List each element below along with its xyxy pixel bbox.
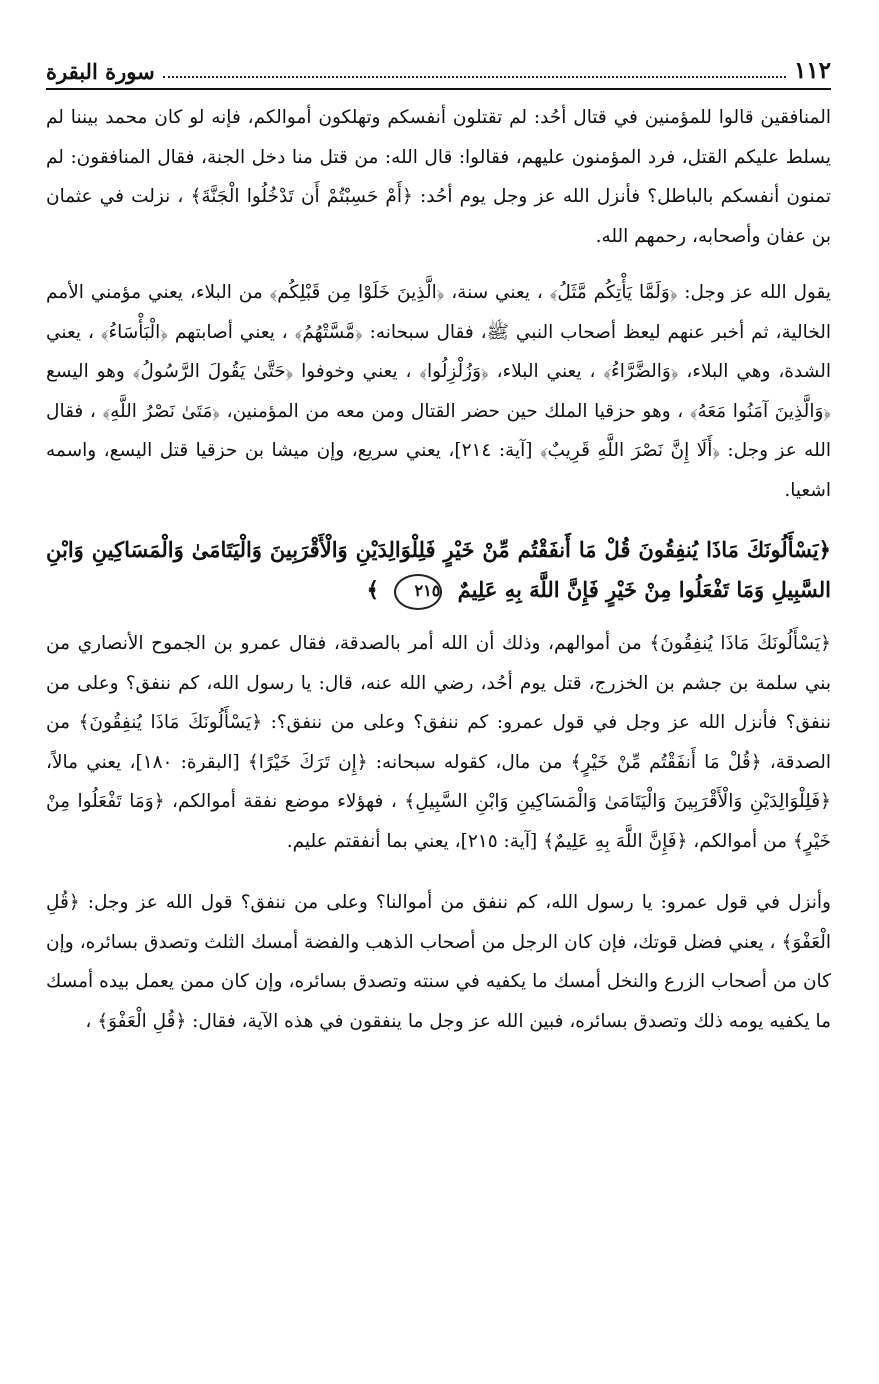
header-leader-dots: [163, 75, 786, 78]
verse-text: ﴿يَسْأَلُونَكَ مَاذَا يُنفِقُونَ قُلْ مَا أَنفَقْتُم مِّنْ خَيْرٍ فَلِلْوَالِدَيْنِ وَالْأَقْرَبِينَ وَالْيَتَامَىٰ وَالْمَسَاكِينِ وَابْنِ السَّبِيلِ وَمَا تَفْعَلُوا مِنْ خَيْرٍ فَإِنَّ اللَّهَ بِهِ عَلِيمٌ: [46, 537, 831, 602]
paragraph-3: ﴿يَسْأَلُونَكَ مَاذَا يُنفِقُونَ﴾ من أموالهم، وذلك أن الله أمر بالصدقة، فقال عمرو بن الجموح الأنصاري من بني سلمة بن جشم بن الخزرج، قتل يوم أحُد، رضي الله عنه، قال: يا رسول الله، كم ننفق؟ وعلى من ننفق؟ فأنزل الله عز وجل في قول عمرو: كم ننفق؟ وعلى من ننفق؟: ﴿يَسْأَلُونَكَ مَاذَا يُنفِقُونَ﴾ من الصدقة، ﴿قُلْ مَا أَنفَقْتُم مِّنْ خَيْرٍ﴾ من مال، كقوله سبحانه: ﴿إِن تَرَكَ خَيْرًا﴾ [البقرة: ١٨٠]، يعني مالاً، ﴿فَلِلْوَالِدَيْنِ وَالْأَقْرَبِينَ وَالْيَتَامَىٰ وَالْمَسَاكِينِ وَابْنِ السَّبِيلِ﴾ ، فهؤلاء موضع نفقة أموالكم، ﴿وَمَا تَفْعَلُوا مِنْ خَيْرٍ﴾ من أموالكم، ﴿فَإِنَّ اللَّهَ بِهِ عَلِيمٌ﴾ [آية: ٢١٥]، يعني بما أنفقتم عليم.: [46, 633, 831, 852]
page-body: [46, 98, 831, 1041]
paragraph-2: يقول الله عز وجل: ﴿وَلَمَّا يَأْتِكُم مَّثَلُ﴾ ، يعني سنة، ﴿الَّذِينَ خَلَوْا مِن قَبْلِكُم﴾ من البلاء، يعني مؤمني الأمم الخالية، ثم أخبر عنهم ليعظ أصحاب النبي ﷺ، فقال سبحانه: ﴿مَّسَّتْهُمُ﴾ ، يعني أصابتهم ﴿الْبَأْسَاءُ﴾ ، يعني الشدة، وهي البلاء، ﴿وَالضَّرَّاءُ﴾ ، يعني البلاء، ﴿وَزُلْزِلُوا﴾ ، يعني وخوفوا ﴿حَتَّىٰ يَقُولَ الرَّسُولُ﴾ وهو اليسع ﴿وَالَّذِينَ آمَنُوا مَعَهُ﴾ ، وهو حزقيا الملك حين حضر القتال ومن معه من المؤمنين، ﴿مَتَىٰ نَصْرُ اللَّهِ﴾ ، فقال الله عز وجل: ﴿أَلَا إِنَّ نَصْرَ اللَّهِ قَرِيبٌ﴾ [آية: ٢١٤]، يعني سريع، وإن ميشا بن حزقيا قتل اليسع، واسمه اشعيا.: [46, 282, 831, 501]
surah-title: سورة البقرة: [46, 59, 155, 84]
paragraph-1: المنافقين قالوا للمؤمنين في قتال أحُد: لم تقتلون أنفسكم وتهلكون أموالكم، فإنه لو كان محمد بيننا لم يسلط عليكم القتل، فرد المؤمنون عليهم، فقالوا: قال الله: من قتل منا دخل الجنة، فقال المنافقون: لم تمنون أنفسكم بالباطل؟ فأنزل الله عز وجل يوم أحُد: ﴿أَمْ حَسِبْتُمْ أَن تَدْخُلُوا الْجَنَّةَ﴾ ، نزلت في عثمان بن عفان وأصحابه، رحمهم الله.: [46, 107, 831, 247]
verse-close-bracket: ﴾: [366, 577, 379, 602]
paragraph-4: وأنزل في قول عمرو: يا رسول الله، كم ننفق من أموالنا؟ وعلى من ننفق؟ قول الله عز وجل: ﴿قُلِ الْعَفْوَ﴾ ، يعني فضل قوتك، فإن كان الرجل من أصحاب الذهب والفضة أمسك الثلث وتصدق بسائره، وإن كان من أصحاب الزرع والنخل أمسك ما يكفيه في سنته وتصدق بسائره، وإن كان ممن يعمل بيده أمسك ما يكفيه يومه ذلك وتصدق بسائره، فبين الله عز وجل ما ينفقون في هذه الآية، فقال: ﴿قُلِ الْعَفْوَ﴾ ،: [46, 892, 831, 1032]
ayah-number-marker: ٢١٥: [394, 574, 442, 610]
quran-verse-block: [46, 530, 831, 610]
page-number: ١١٢: [793, 57, 831, 84]
running-header: [46, 52, 831, 90]
